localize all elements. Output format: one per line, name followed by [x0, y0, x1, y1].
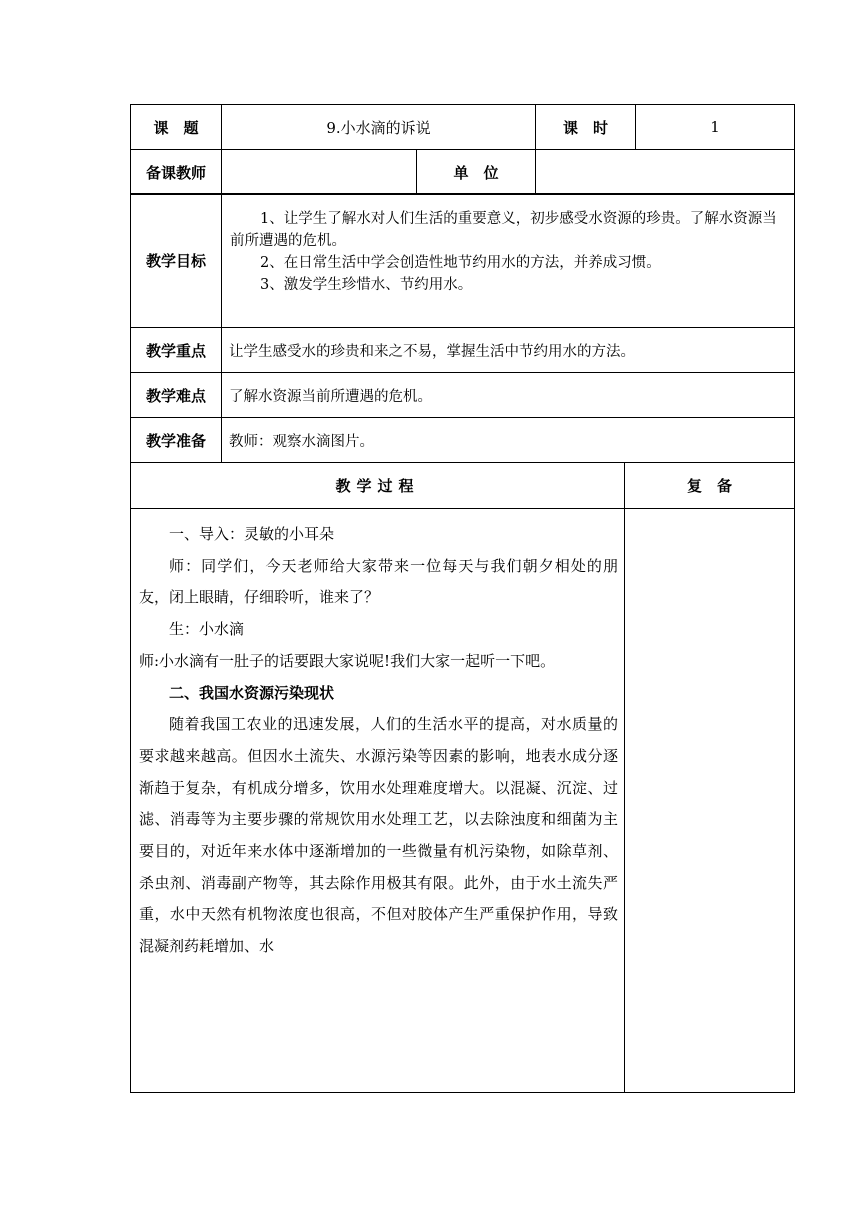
process-body [131, 509, 625, 1093]
focus-label: 教学重点 [131, 328, 222, 373]
focus-text: 让学生感受水的珍贵和来之不易，掌握生活中节约用水的方法。 [222, 328, 795, 373]
goals-label: 教学目标 [131, 194, 222, 328]
unit-value [536, 150, 795, 195]
section-heading: 二、我国水资源污染现状 [169, 683, 335, 702]
paragraph: 师:小水滴有一肚子的话要跟大家说呢!我们大家一起听一下吧。 [139, 651, 556, 670]
subject-label: 课 题 [131, 105, 222, 150]
paragraph: 师：同学们，今天老师给大家带来一位每天与我们朝夕相处的朋友，闭上眼睛，仔细聆听，谁来了？ [139, 556, 618, 607]
goals-content [222, 194, 795, 328]
review-body [625, 509, 795, 1093]
process-header: 教学过程 [131, 463, 625, 509]
prep-text: 教师：观察水滴图片。 [222, 418, 795, 463]
period-label: 课 时 [536, 105, 636, 150]
section-heading: 一、导入：灵敏的小耳朵 [169, 525, 335, 543]
unit-label: 单 位 [417, 150, 536, 195]
prep-label: 教学准备 [131, 418, 222, 463]
goal-item: 2、在日常生活中学会创造性地节约用水的方法，并养成习惯。 [260, 255, 661, 271]
difficulty-text: 了解水资源当前所遭遇的危机。 [222, 373, 795, 418]
subject-value: 9.小水滴的诉说 [222, 105, 536, 150]
paragraph: 生：小水滴 [169, 620, 245, 639]
header-table [130, 104, 795, 195]
objectives-table [130, 193, 795, 463]
teacher-label: 备课教师 [131, 150, 222, 195]
period-value: 1 [636, 105, 795, 150]
goal-item: 3、激发学生珍惜水、节约用水。 [260, 277, 473, 293]
difficulty-label: 教学难点 [131, 373, 222, 418]
paragraph: 随着我国工农业的迅速发展，人们的生活水平的提高，对水质量的要求越来越高。但因水土流失、水源污染等因素的影响，地表水成分逐渐趋于复杂，有机成分增多，饮用水处理难度增大。以混凝、沉淀、过滤、消毒等为主要步骤的常规饮用水处理工艺，以去除浊度和细菌为主要目的，对近年来水体中逐渐增加的一些微量有机污染物，如除草剂、杀虫剂、消毒副产物等，其去除作用极其有限。此外，由于水土流失严重，水中天然有机物浓度也很高，不但对胶体产生严重保护作用，导致混凝剂药耗增加、水 [139, 715, 618, 956]
process-table [130, 462, 795, 1093]
goal-item: 1、让学生了解水对人们生活的重要意义，初步感受水资源的珍贵。了解水资源当前所遭遇的危机。 [230, 211, 777, 249]
review-header: 复 备 [625, 463, 795, 509]
teacher-value [222, 150, 417, 195]
